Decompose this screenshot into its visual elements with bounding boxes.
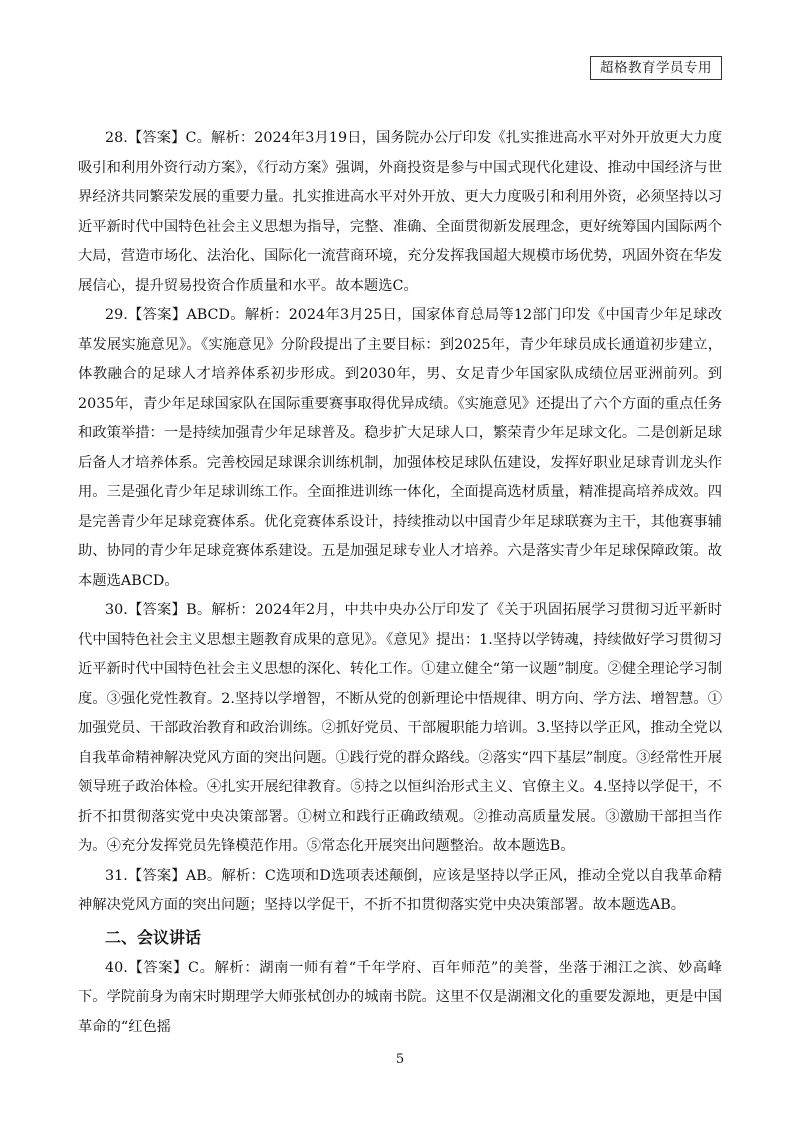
answer-label: 28.【答案】C。	[105, 130, 212, 146]
answer-text: 解析：2024年3月25日，国家体育总局等12部门印发《中国青少年足球改革发展实施意见》。《实施意见》分阶段提出了主要目标：到2025年，青少年球员成长通道初步建立，体教融合的足球人才培养体系初步形成。到2030年，男、女足青少年国家队成绩位居亚洲前列。到2035年，青少年足球国家队在国际重要赛事取得优异成绩。《实施意见》还提出了六个方面的重点任务和政策举措：一是持续加强青少年足球普及。稳步扩大足球人口，繁荣青少年足球文化。二是创新足球后备人才培养体系。完善校园足球课余训练机制，加强体校足球队伍建设，发挥好职业足球青训龙头作用。三是强化青少年足球训练工作。全面推进训练一体化，全面提高选材质量，精准提高培养成效。四是完善青少年足球竞赛体系。优化竞赛体系设计，持续推动以中国青少年足球联赛为主干，其他赛事辅助、协同的青少年足球竞赛体系建设。五是加强足球专业人才培养。六是落实青少年足球保障政策。故本题选ABCD。	[78, 307, 722, 589]
answer-text: 解析：湖南一师有着“千年学府、百年师范”的美誉，坐落于湘江之滨、妙高峰下。学院前身为南宋时期理学大师张栻创办的城南书院。这里不仅是湖湘文化的重要发源地，更是中国革命的“红色摇	[78, 959, 722, 1035]
page-number: 5	[395, 1052, 405, 1067]
section-heading: 二、会议讲话	[105, 927, 202, 947]
answer-label: 29.【答案】ABCD。	[105, 307, 245, 323]
document-body	[78, 124, 722, 1042]
answer-label: 30.【答案】B。	[105, 602, 212, 618]
answer-28	[78, 124, 722, 301]
header-badge: 超格教育学员专用	[590, 56, 722, 80]
answer-label: 31.【答案】AB。	[105, 867, 222, 884]
answer-31	[78, 862, 722, 921]
answer-text: 解析：C选项和D选项表述颠倒，应该是坚持以学正风，推动全党以自我革命精神解决党风方面的突出问题；坚持以学促干，不折不扣贯彻落实党中央决策部署。故本题选AB。	[78, 867, 722, 913]
answer-30	[78, 596, 722, 862]
answer-40	[78, 954, 722, 1043]
answer-29	[78, 301, 722, 596]
answer-label: 40.【答案】C。	[105, 959, 215, 976]
answer-text: 解析：2024年2月，中共中央办公厅印发了《关于巩固拓展学习贯彻习近平新时代中国特色社会主义思想主题教育成果的意见》。《意见》提出：1.坚持以学铸魂，持续做好学习贯彻习近平新时代中国特色社会主义思想的深化、转化工作。①建立健全“第一议题”制度。②健全理论学习制度。③强化党性教育。2.坚持以学增智，不断从党的创新理论中悟规律、明方向、学方法、增智慧。①加强党员、干部政治教育和政治训练。②抓好党员、干部履职能力培训。3.坚持以学正风，推动全党以自我革命精神解决党风方面的突出问题。①践行党的群众路线。②落实“四下基层”制度。③经常性开展领导班子政治体检。④扎实开展纪律教育。⑤持之以恒纠治形式主义、官僚主义。4.坚持以学促干，不折不扣贯彻落实党中央决策部署。①树立和践行正确政绩观。②推动高质量发展。③激励干部担当作为。④充分发挥党员先锋模范作用。⑤常态化开展突出问题整治。故本题选B。	[78, 602, 722, 854]
answer-text: 解析：2024年3月19日，国务院办公厅印发《扎实推进高水平对外开放更大力度吸引和利用外资行动方案》，《行动方案》强调，外商投资是参与中国式现代化建设、推动中国经济与世界经济共同繁荣发展的重要力量。扎实推进高水平对外开放、更大力度吸引和利用外资，必须坚持以习近平新时代中国特色社会主义思想为指导，完整、准确、全面贯彻新发展理念，更好统筹国内国际两个大局，营造市场化、法治化、国际化一流营商环境，充分发挥我国超大规模市场优势，巩固外资在华发展信心，提升贸易投资合作质量和水平。故本题选C。	[78, 130, 722, 294]
